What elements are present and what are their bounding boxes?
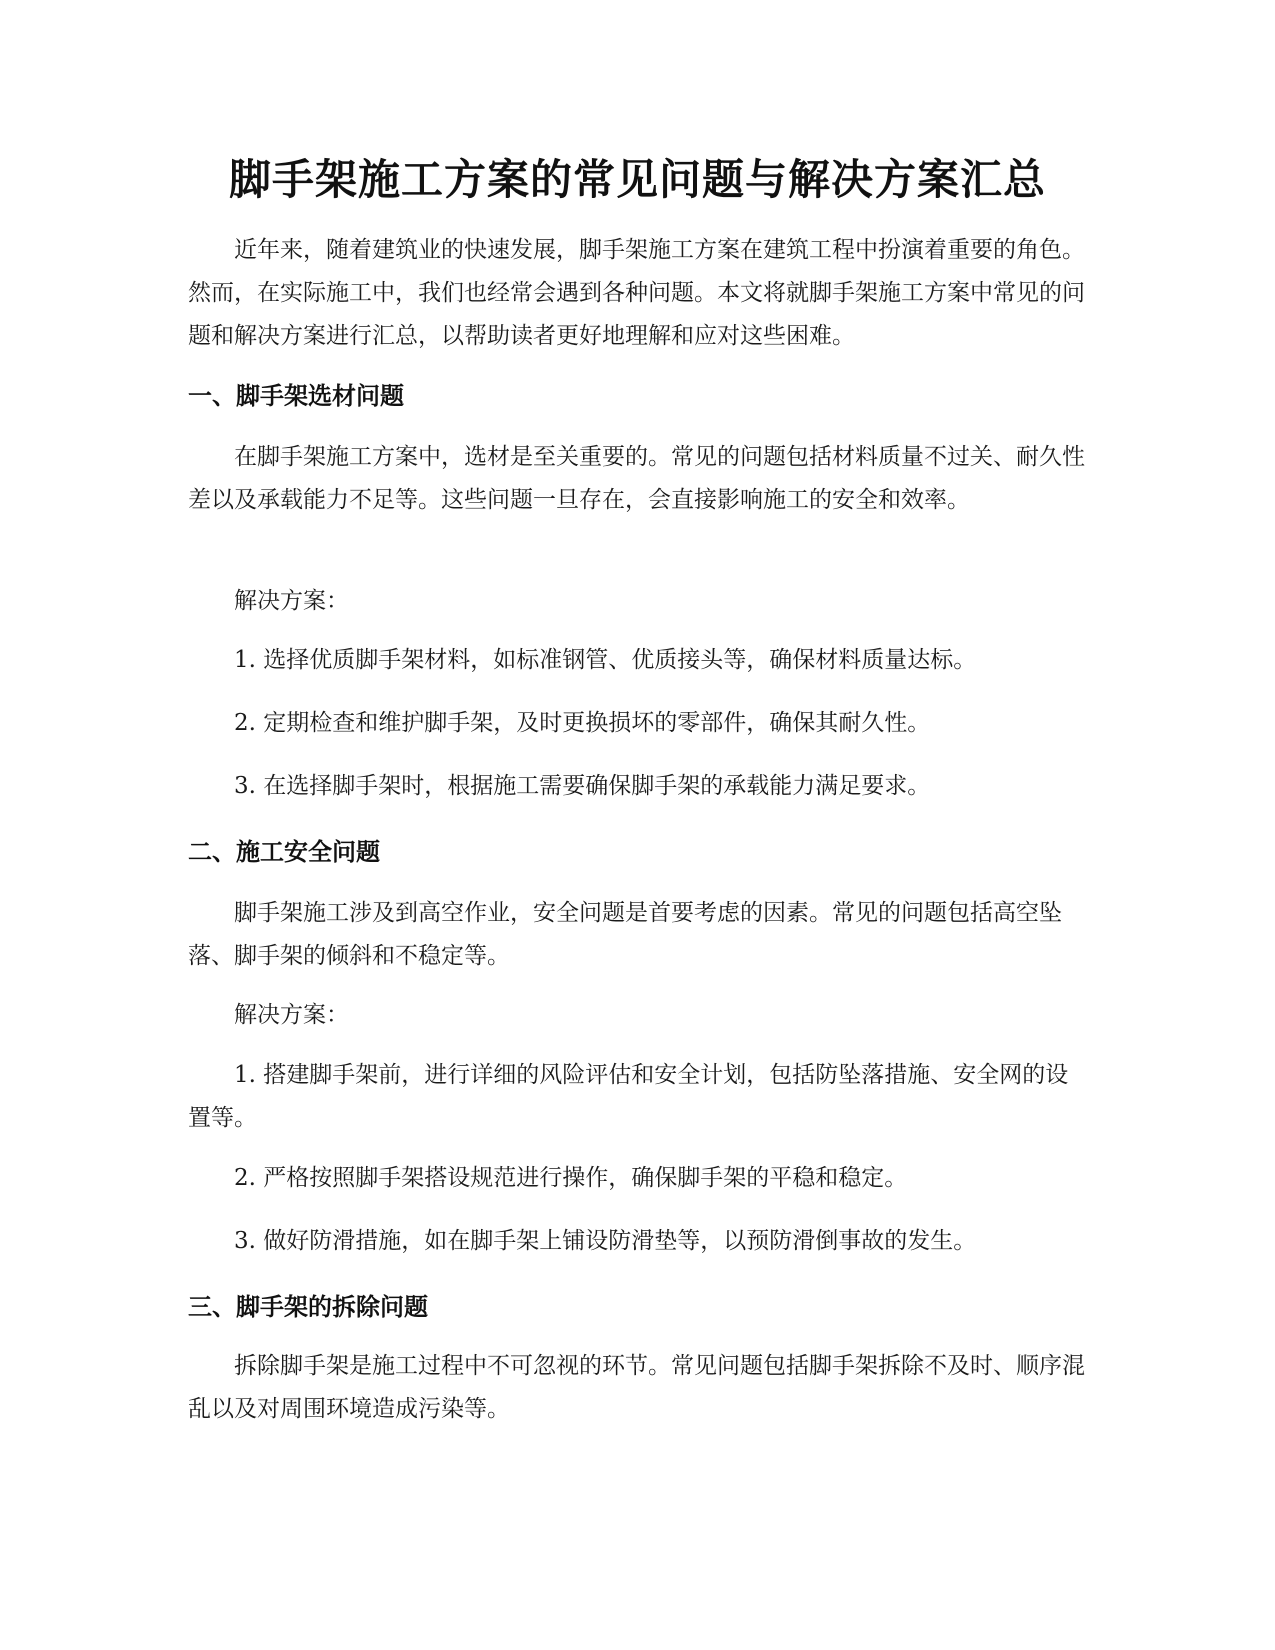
section-1-solution-1: 1. 选择优质脚手架材料，如标准钢管、优质接头等，确保材料质量达标。 (234, 647, 977, 673)
section-2-description: 脚手架施工涉及到高空作业，安全问题是首要考虑的因素。常见的问题包括高空坠落、脚手架的倾斜和不稳定等。 (188, 900, 1062, 969)
section-3-heading: 三、脚手架的拆除问题 (188, 1293, 428, 1321)
document-title: 脚手架施工方案的常见问题与解决方案汇总 (228, 155, 1046, 204)
section-1-solution-3: 3. 在选择脚手架时，根据施工需要确保脚手架的承载能力满足要求。 (234, 773, 931, 799)
section-2-heading: 二、施工安全问题 (188, 838, 380, 866)
section-2-solution-label: 解决方案： (234, 1002, 349, 1028)
intro-paragraph: 近年来，随着建筑业的快速发展，脚手架施工方案在建筑工程中扮演着重要的角色。然而，在实际施工中，我们也经常会遇到各种问题。本文将就脚手架施工方案中常见的问题和解决方案进行汇总，以帮助读者更好地理解和应对这些困难。 (188, 237, 1085, 349)
section-2-solution-2: 2. 严格按照脚手架搭设规范进行操作，确保脚手架的平稳和稳定。 (234, 1165, 908, 1191)
section-1-solution-label: 解决方案： (234, 588, 349, 614)
section-1-description: 在脚手架施工方案中，选材是至关重要的。常见的问题包括材料质量不过关、耐久性差以及承载能力不足等。这些问题一旦存在，会直接影响施工的安全和效率。 (188, 444, 1085, 513)
section-1-heading: 一、脚手架选材问题 (188, 382, 404, 410)
section-3-description: 拆除脚手架是施工过程中不可忽视的环节。常见问题包括脚手架拆除不及时、顺序混乱以及对周围环境造成污染等。 (188, 1353, 1085, 1422)
section-2-solution-3: 3. 做好防滑措施，如在脚手架上铺设防滑垫等，以预防滑倒事故的发生。 (234, 1228, 977, 1254)
section-1-solution-2: 2. 定期检查和维护脚手架，及时更换损坏的零部件，确保其耐久性。 (234, 710, 931, 736)
section-2-solution-1: 1. 搭建脚手架前，进行详细的风险评估和安全计划，包括防坠落措施、安全网的设置等。 (188, 1062, 1069, 1131)
